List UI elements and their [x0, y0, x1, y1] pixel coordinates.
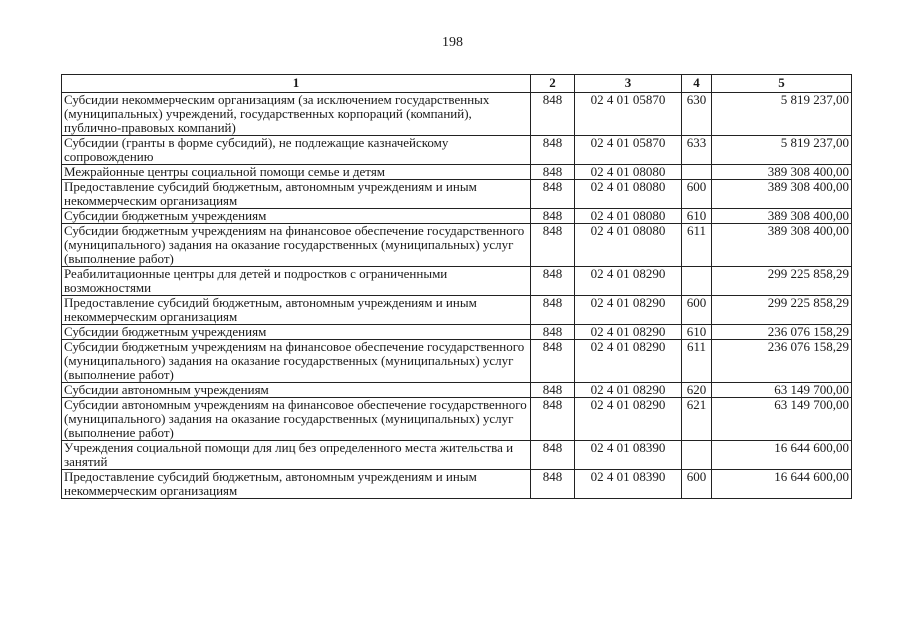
- row-amount: 389 308 400,00: [712, 165, 852, 180]
- row-type: 610: [682, 209, 712, 224]
- column-header-code: 3: [575, 75, 682, 93]
- row-amount: 389 308 400,00: [712, 209, 852, 224]
- budget-table: [61, 74, 852, 499]
- row-ministry: 848: [531, 180, 575, 209]
- table-row: [62, 325, 852, 340]
- page-number: 198: [442, 35, 463, 50]
- row-ministry: 848: [531, 398, 575, 441]
- row-code: 02 4 01 08290: [575, 296, 682, 325]
- table-row: [62, 296, 852, 325]
- row-code: 02 4 01 08080: [575, 180, 682, 209]
- row-ministry: 848: [531, 325, 575, 340]
- row-code: 02 4 01 05870: [575, 136, 682, 165]
- row-ministry: 848: [531, 93, 575, 136]
- row-amount: 236 076 158,29: [712, 340, 852, 383]
- row-type: 621: [682, 398, 712, 441]
- row-code: 02 4 01 08290: [575, 398, 682, 441]
- row-code: 02 4 01 08390: [575, 470, 682, 499]
- row-amount: 5 819 237,00: [712, 93, 852, 136]
- column-header-type: 4: [682, 75, 712, 93]
- row-amount: 236 076 158,29: [712, 325, 852, 340]
- row-amount: 16 644 600,00: [712, 441, 852, 470]
- row-name: Субсидии некоммерческим организациям (за исключением государственных (муниципальных) учреждений, государственных корпораций (компаний), публично-правовых компаний): [62, 93, 531, 136]
- table-row: [62, 165, 852, 180]
- table-row: [62, 136, 852, 165]
- row-amount: 16 644 600,00: [712, 470, 852, 499]
- row-type: [682, 165, 712, 180]
- table-header-row: [62, 75, 852, 93]
- row-name: Учреждения социальной помощи для лиц без определенного места жительства и занятий: [62, 441, 531, 470]
- row-code: 02 4 01 08080: [575, 209, 682, 224]
- row-ministry: 848: [531, 340, 575, 383]
- row-code: 02 4 01 08290: [575, 267, 682, 296]
- table-row: [62, 398, 852, 441]
- row-type: 611: [682, 224, 712, 267]
- row-type: 600: [682, 296, 712, 325]
- table-row: [62, 383, 852, 398]
- row-ministry: 848: [531, 224, 575, 267]
- row-type: 611: [682, 340, 712, 383]
- row-code: 02 4 01 08290: [575, 325, 682, 340]
- row-ministry: 848: [531, 165, 575, 180]
- row-ministry: 848: [531, 441, 575, 470]
- row-name: Субсидии автономным учреждениям: [62, 383, 531, 398]
- table-row: [62, 340, 852, 383]
- column-header-ministry: 2: [531, 75, 575, 93]
- row-code: 02 4 01 08290: [575, 340, 682, 383]
- row-type: 610: [682, 325, 712, 340]
- row-ministry: 848: [531, 136, 575, 165]
- row-amount: 299 225 858,29: [712, 296, 852, 325]
- table-row: [62, 441, 852, 470]
- row-name: Субсидии бюджетным учреждениям: [62, 209, 531, 224]
- row-name: Субсидии бюджетным учреждениям на финансовое обеспечение государственного (муниципального) задания на оказание государственных (муниципальных) услуг (выполнение работ): [62, 224, 531, 267]
- row-type: 620: [682, 383, 712, 398]
- row-ministry: 848: [531, 383, 575, 398]
- row-code: 02 4 01 08080: [575, 165, 682, 180]
- column-header-name: 1: [62, 75, 531, 93]
- row-amount: 5 819 237,00: [712, 136, 852, 165]
- row-ministry: 848: [531, 470, 575, 499]
- row-code: 02 4 01 08080: [575, 224, 682, 267]
- column-header-amount: 5: [712, 75, 852, 93]
- row-type: 630: [682, 93, 712, 136]
- table-row: [62, 470, 852, 499]
- table-row: [62, 180, 852, 209]
- row-ministry: 848: [531, 209, 575, 224]
- row-type: [682, 441, 712, 470]
- row-name: Предоставление субсидий бюджетным, автономным учреждениям и иным некоммерческим организациям: [62, 180, 531, 209]
- row-ministry: 848: [531, 296, 575, 325]
- table-row: [62, 209, 852, 224]
- row-name: Межрайонные центры социальной помощи семье и детям: [62, 165, 531, 180]
- row-name: Субсидии (гранты в форме субсидий), не подлежащие казначейскому сопровождению: [62, 136, 531, 165]
- table-row: [62, 93, 852, 136]
- row-amount: 389 308 400,00: [712, 224, 852, 267]
- row-type: 633: [682, 136, 712, 165]
- row-ministry: 848: [531, 267, 575, 296]
- row-name: Реабилитационные центры для детей и подростков с ограниченными возможностями: [62, 267, 531, 296]
- row-amount: 63 149 700,00: [712, 398, 852, 441]
- row-amount: 299 225 858,29: [712, 267, 852, 296]
- row-amount: 389 308 400,00: [712, 180, 852, 209]
- row-type: 600: [682, 470, 712, 499]
- table-row: [62, 224, 852, 267]
- row-code: 02 4 01 08390: [575, 441, 682, 470]
- row-code: 02 4 01 05870: [575, 93, 682, 136]
- table-row: [62, 267, 852, 296]
- row-name: Предоставление субсидий бюджетным, автономным учреждениям и иным некоммерческим организациям: [62, 470, 531, 499]
- row-type: 600: [682, 180, 712, 209]
- row-code: 02 4 01 08290: [575, 383, 682, 398]
- row-name: Субсидии автономным учреждениям на финансовое обеспечение государственного (муниципального) задания на оказание государственных (муниципальных) услуг (выполнение работ): [62, 398, 531, 441]
- row-name: Предоставление субсидий бюджетным, автономным учреждениям и иным некоммерческим организациям: [62, 296, 531, 325]
- row-amount: 63 149 700,00: [712, 383, 852, 398]
- row-name: Субсидии бюджетным учреждениям на финансовое обеспечение государственного (муниципального) задания на оказание государственных (муниципальных) услуг (выполнение работ): [62, 340, 531, 383]
- row-type: [682, 267, 712, 296]
- row-name: Субсидии бюджетным учреждениям: [62, 325, 531, 340]
